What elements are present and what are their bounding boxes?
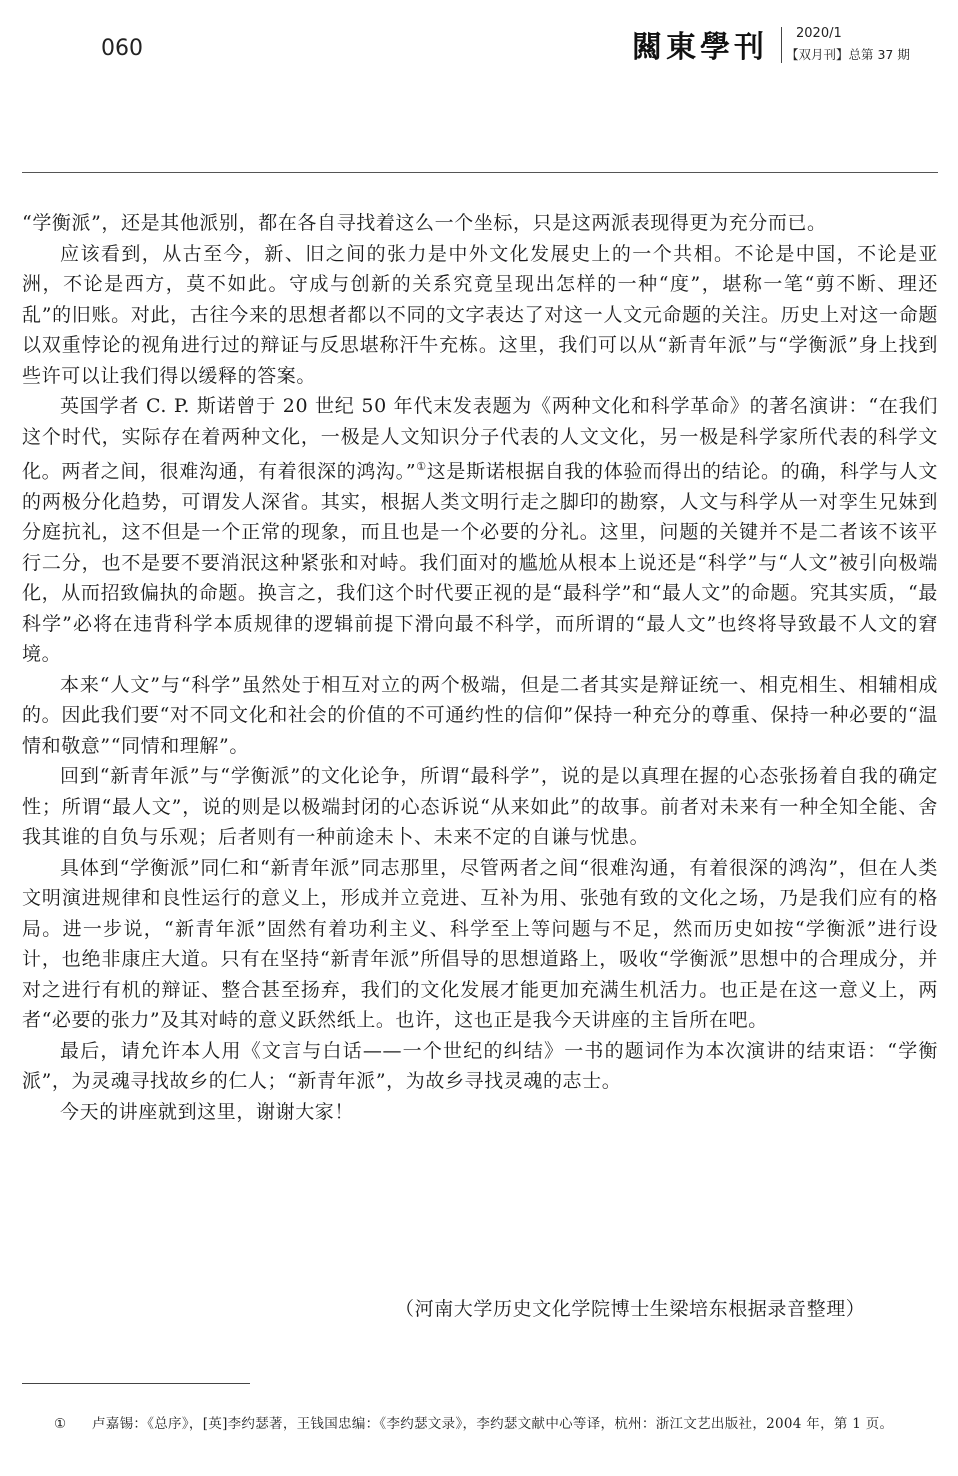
footnote-rule [22,1383,250,1384]
footnote-mark: ① [54,1416,67,1432]
paragraph: “学衡派”，还是其他派别，都在各自寻找着这么一个坐标，只是这两派表现得更为充分而已。 [22,212,827,234]
paragraph: 具体到“学衡派”同仁和“新青年派”同志那里，尽管两者之间“很难沟通，有着很深的鸿沟”，但在人类文明演进规律和良性运行的意义上，形成并立竞进、互补为用、张弛有致的文化之场，乃是我们应有的格局。进一步说，“新青年派”固然有着功利主义、科学至上等问题与不足，然而历史如按“学衡派”进行设计，也绝非康庄大道。只有在坚持“新青年派”所倡导的思想道路上，吸收“学衡派”思想中的合理成分，并对之进行有机的辩证、整合甚至扬弃，我们的文化发展才能更加充满生机活力。也正是在这一意义上，两者“必要的张力”及其对峙的意义跃然纸上。也许，这也正是我今天讲座的主旨所在吧。 [22,856,938,1032]
paragraph: 应该看到，从古至今，新、旧之间的张力是中外文化发展史上的一个共相。不论是中国，不论是亚洲，不论是西方，莫不如此。守成与创新的关系究竟呈现出怎样的一种“度”，堪称一笔“剪不断、理还乱”的旧账。对此，古往今来的思想者都以不同的文字表达了对这一人文元命题的关注。历史上对这一命题以双重悖论的视角进行过的辩证与反思堪称汗牛充栋。这里，我们可以从“新青年派”与“学衡派”身上找到些许可以让我们得以缓释的答案。 [22,242,938,387]
footnote [22,1412,938,1436]
paragraph-text: 这是斯诺根据自我的体验而得出的结论。的确，科学与人文的两极分化趋势，可谓发人深省。其实，根据人类文明行走之脚印的勘察，人文与科学从一对孪生兄妹到分庭抗礼，这不但是一个正常的现象，而且也是一个必要的分礼。这里，问题的关键并不是二者该不该平行二分，也不是要不要消泯这种紧张和对峙。我们面对的尴尬从根本上说还是“科学”与“人文”被引向极端化，从而招致偏执的命题。换言之，我们这个时代要正视的是“最科学”和“最人文”的命题。究其实质，“最科学”必将在违背科学本质规律的逻辑前提下滑向最不科学，而所谓的“最人文”也终将导致最不人文的窘境。 [22,460,938,666]
paragraph-text: 英国学者 C. P. 斯诺曾于 20 世纪 50 年代末发表题为《两种文化和科学革命》的著名演讲：“在我们这个时代，实际存在着两种文化，一极是人文知识分子代表的人文文化，另一极是科学家所代表的科学文化。两者之间，很难沟通，有着很深的鸿沟。” [22,395,938,483]
article-body [22,208,938,1127]
issue-detail: 【双月刊】总第 37 期 [786,47,910,62]
footnote-text: 卢嘉锡：《总序》，[英]李约瑟著，王钱国忠编：《李约瑟文录》，李约瑟文献中心等译，杭州：浙江文艺出版社，2004 年，第 1 页。 [92,1416,894,1432]
header-rule [22,172,938,173]
attribution: （河南大学历史文化学院博士生梁培东根据录音整理） [395,1298,866,1320]
paragraph: 最后，请允许本人用《文言与白话——一个世纪的纠结》一书的题词作为本次演讲的结束语：“学衡派”，为灵魂寻找故乡的仁人；“新青年派”，为故乡寻找灵魂的志士。 [22,1039,938,1093]
paragraph [22,391,938,670]
journal-title: 闗東學刊 [632,30,768,65]
issue-year: 2020/1 [796,26,842,41]
paragraph: 回到“新青年派”与“学衡派”的文化论争，所谓“最科学”，说的是以真理在握的心态张扬着自我的确定性；所谓“最人文”，说的则是以极端封闭的心态诉说“从来如此”的故事。前者对未来有一种全知全能、舍我其谁的自负与乐观；后者则有一种前途未卜、未来不定的自谦与忧患。 [22,765,938,849]
footnote-ref[interactable]: ① [416,460,427,473]
paragraph: 本来“人文”与“科学”虽然处于相互对立的两个极端，但是二者其实是辩证统一、相克相生、相辅相成的。因此我们要“对不同文化和社会的价值的不可通约性的信仰”保持一种充分的尊重、保持一种必要的“温情和敬意”“同情和理解”。 [22,673,938,757]
paragraph: 今天的讲座就到这里，谢谢大家！ [60,1100,355,1123]
header-divider [781,27,782,63]
page-number: 060 [101,36,143,61]
page-header [0,0,958,90]
